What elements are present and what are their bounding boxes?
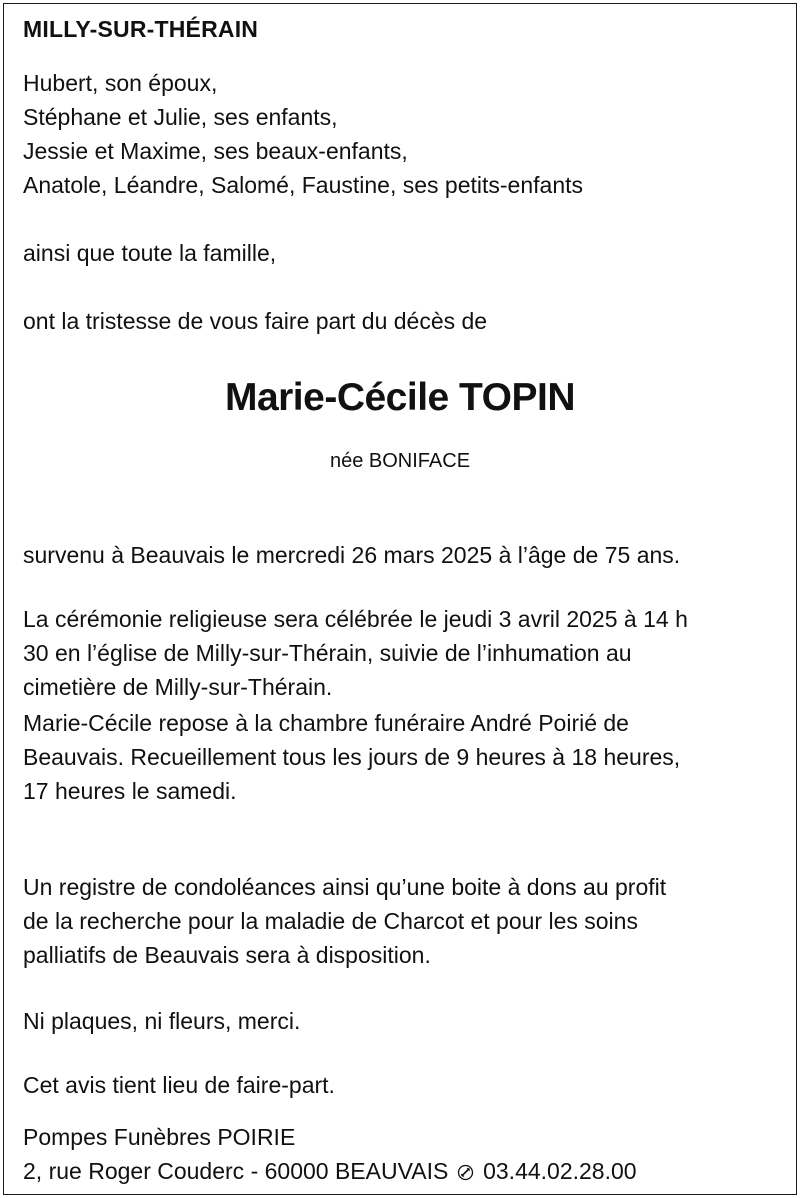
death-info: survenu à Beauvais le mercredi 26 mars 2025 à l’âge de 75 ans. [23,542,681,568]
visitation-line: 17 heures le samedi. [23,778,237,804]
visitation-line: Marie-Cécile repose à la chambre funéraire André Poirié de [23,710,629,736]
phone-icon [457,1164,474,1181]
visitation-line: Beauvais. Recueillement tous les jours de 9 heures à 18 heures, [23,744,681,770]
family-line: Hubert, son époux, [23,70,218,96]
family-line: Stéphane et Julie, ses enfants, [23,104,338,130]
funeral-home-name: Pompes Funèbres POIRIE [23,1124,296,1150]
visitation-paragraph [23,706,680,808]
announcement-text: ont la tristesse de vous faire part du décès de [23,308,488,334]
condolences-line: de la recherche pour la maladie de Charcot et pour les soins [23,908,638,934]
condolences-line: Un registre de condoléances ainsi qu’une boite à dons au profit [23,874,667,900]
funeral-home-contact [23,1154,637,1188]
notice-note: Cet avis tient lieu de faire-part. [23,1072,335,1098]
ceremony-line: La cérémonie religieuse sera célébrée le jeudi 3 avril 2025 à 14 h [23,606,688,632]
no-flowers-text: Ni plaques, ni fleurs, merci. [23,1008,301,1034]
ceremony-line: cimetière de Milly-sur-Thérain. [23,674,333,700]
ceremony-paragraph [23,602,688,704]
maiden-name: née BONIFACE [329,450,471,472]
family-extra: ainsi que toute la famille, [23,240,277,266]
obituary-notice [3,3,797,1195]
condolences-paragraph [23,870,666,972]
family-line: Jessie et Maxime, ses beaux-enfants, [23,138,408,164]
condolences-line: palliatifs de Beauvais sera à disposition. [23,942,431,968]
funeral-home-phone: 03.44.02.28.00 [483,1158,637,1184]
family-line: Anatole, Léandre, Salomé, Faustine, ses petits-enfants [23,172,583,198]
funeral-home-block [23,1120,637,1188]
location-heading: MILLY-SUR-THÉRAIN [23,16,259,42]
funeral-home-address: 2, rue Roger Couderc - 60000 BEAUVAIS [23,1158,449,1184]
family-list [23,66,583,202]
ceremony-line: 30 en l’église de Milly-sur-Thérain, suivie de l’inhumation au [23,640,632,666]
deceased-name: Marie-Cécile TOPIN [224,376,576,419]
